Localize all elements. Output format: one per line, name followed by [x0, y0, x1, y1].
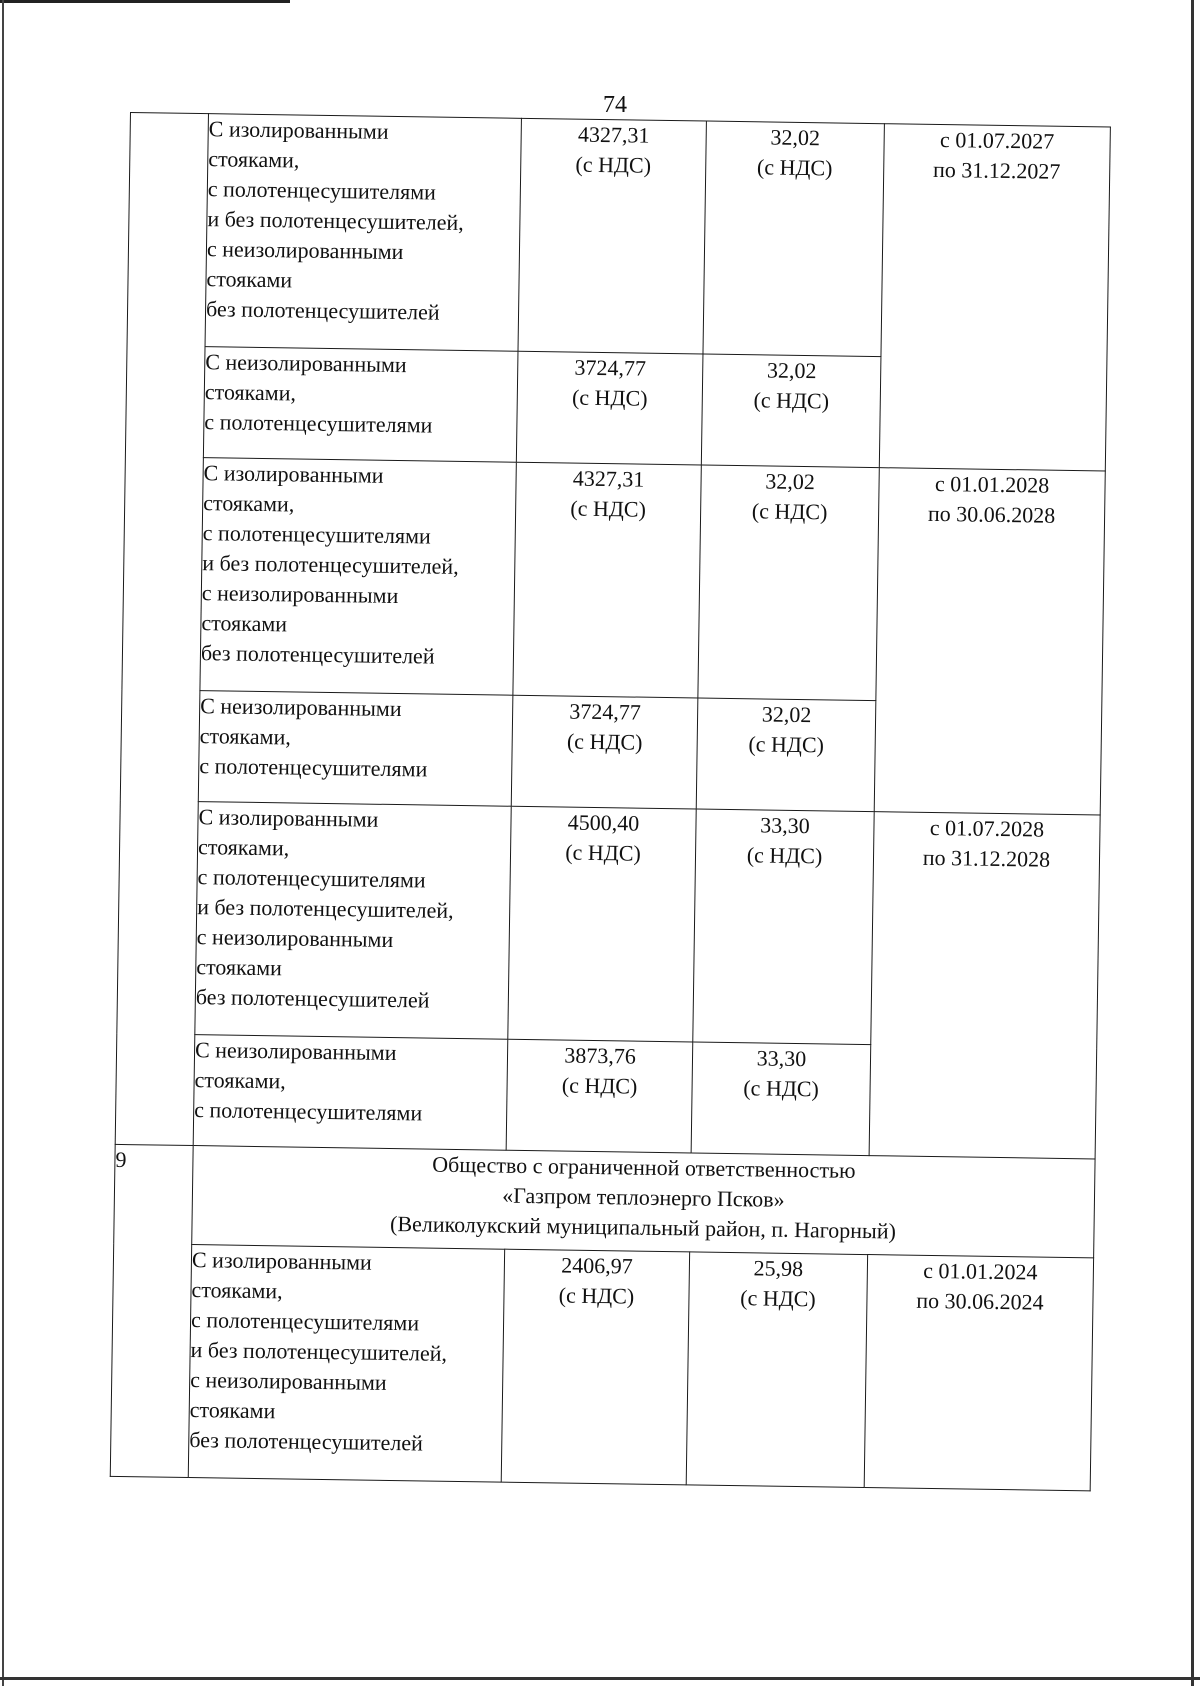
condition-line: с полотенцесушителями	[194, 1097, 423, 1126]
condition-line: С изолированными	[208, 116, 389, 144]
period-line: с 01.07.2028	[929, 814, 1045, 842]
period-line: по 30.06.2024	[916, 1287, 1044, 1315]
norm-value: (с НДС)	[751, 498, 828, 525]
condition-cell	[203, 347, 518, 463]
norm-cell	[703, 121, 884, 357]
price-cell	[511, 695, 698, 809]
condition-cell	[188, 1245, 504, 1483]
period-cell	[879, 124, 1110, 471]
condition-line: с полотенцесушителями	[199, 753, 428, 782]
scan-edge-top	[0, 0, 290, 3]
page-number: 74	[603, 92, 627, 118]
condition-cell	[198, 691, 513, 807]
scan-edge-bottom	[0, 1677, 1200, 1680]
condition-line: С неизолированными	[205, 349, 407, 378]
table-row	[127, 113, 1110, 361]
condition-line: С неизолированными	[194, 1037, 397, 1066]
condition-line: с полотенцесушителями	[202, 520, 431, 549]
price-value: (с НДС)	[565, 839, 641, 866]
organization-line: (Великолукский муниципальный район, п. Нагорный)	[389, 1210, 897, 1244]
period-cell	[864, 1255, 1093, 1491]
condition-line: стояками,	[199, 723, 292, 750]
condition-line: стояками,	[204, 379, 297, 406]
condition-line: и без полотенцесушителей,	[197, 894, 454, 923]
norm-value: 32,02	[766, 357, 817, 384]
condition-line: С неизолированными	[200, 693, 402, 722]
price-value: 3724,77	[574, 354, 647, 381]
condition-cell	[193, 1035, 508, 1151]
condition-line: стояками	[201, 610, 288, 637]
norm-value: 33,30	[760, 812, 810, 839]
norm-cell	[701, 354, 881, 468]
price-value: 4327,31	[572, 465, 645, 492]
table-row	[117, 800, 1100, 1048]
condition-line: с полотенцесушителями	[204, 409, 433, 438]
price-value: 3724,77	[569, 698, 642, 725]
norm-value: 32,02	[770, 124, 821, 151]
price-value: (с НДС)	[570, 495, 647, 522]
price-value: 4500,40	[567, 809, 640, 836]
price-cell	[506, 1039, 693, 1153]
scan-edge-left	[2, 0, 4, 1686]
period-cell	[869, 812, 1100, 1159]
condition-cell	[205, 114, 521, 352]
document-sheet	[110, 112, 1110, 1491]
price-cell	[508, 806, 696, 1042]
period-line: по 30.06.2028	[927, 500, 1056, 528]
norm-value: (с НДС)	[743, 1075, 820, 1102]
norm-value: 25,98	[753, 1255, 804, 1282]
norm-cell	[698, 465, 879, 701]
condition-line: с неизолированными	[196, 924, 394, 952]
scan-edge-right	[1191, 0, 1194, 1686]
table-row	[122, 456, 1105, 704]
condition-line: с неизолированными	[201, 580, 399, 609]
condition-line: С изолированными	[198, 804, 379, 832]
condition-line: и без полотенцесушителей,	[202, 550, 459, 579]
row-number: 9	[115, 1146, 127, 1173]
condition-line: стояками,	[197, 834, 290, 861]
organization-row	[114, 1144, 1095, 1258]
condition-line: без полотенцесушителей	[189, 1427, 424, 1456]
tariff-table	[110, 112, 1111, 1491]
condition-line: с полотенцесушителями	[190, 1307, 420, 1336]
norm-value: 32,02	[765, 468, 816, 495]
condition-line: С изолированными	[191, 1247, 373, 1275]
price-value: (с НДС)	[558, 1282, 635, 1309]
price-value: 3873,76	[564, 1042, 636, 1069]
condition-cell	[200, 458, 516, 696]
norm-value: (с НДС)	[753, 387, 830, 414]
condition-line: и без полотенцесушителей,	[207, 206, 464, 235]
tariff-table-body	[110, 113, 1110, 1491]
price-value: 2406,97	[561, 1252, 633, 1279]
norm-cell	[693, 809, 874, 1045]
price-cell	[513, 462, 701, 698]
condition-line: стояками,	[203, 490, 295, 517]
period-line: с 01.01.2028	[934, 470, 1050, 498]
norm-value: (с НДС)	[740, 1285, 816, 1312]
organization-line: Общество с ограниченной ответственностью	[432, 1151, 856, 1183]
price-cell	[501, 1249, 689, 1485]
condition-line: стояками,	[208, 146, 300, 173]
period-line: по 31.12.2028	[922, 844, 1051, 872]
price-value: (с НДС)	[561, 1072, 638, 1099]
norm-cell	[686, 1252, 867, 1488]
condition-line: и без полотенцесушителей,	[190, 1337, 448, 1366]
norm-value: 33,30	[756, 1045, 807, 1072]
condition-line: стояками	[189, 1397, 276, 1424]
organization-line: «Газпром теплоэнерго Псков»	[502, 1182, 785, 1212]
period-cell	[874, 468, 1105, 815]
norm-value: (с НДС)	[748, 731, 825, 758]
price-value: (с НДС)	[575, 151, 652, 178]
price-cell	[518, 118, 706, 354]
condition-line: с неизолированными	[206, 236, 404, 265]
price-cell	[516, 351, 703, 465]
norm-cell	[696, 698, 876, 812]
price-value: (с НДС)	[566, 728, 643, 755]
condition-line: С изолированными	[203, 460, 384, 488]
condition-line: стояками,	[191, 1277, 283, 1304]
table-row	[110, 1243, 1093, 1491]
condition-line: без полотенцесушителей	[200, 640, 435, 669]
organization-name-cell	[192, 1146, 1095, 1258]
condition-line: без полотенцесушителей	[195, 984, 430, 1013]
norm-value: (с НДС)	[746, 842, 823, 869]
norm-value: (с НДС)	[756, 154, 833, 181]
condition-line: без полотенцесушителей	[205, 296, 440, 325]
price-value: 4327,31	[577, 121, 650, 148]
period-line: по 31.12.2027	[932, 156, 1061, 184]
condition-line: с полотенцесушителями	[197, 864, 426, 893]
norm-cell	[691, 1042, 871, 1156]
price-value: (с НДС)	[571, 384, 648, 411]
period-line: с 01.01.2024	[923, 1257, 1038, 1285]
norm-value: 32,02	[761, 701, 812, 728]
condition-line: стояками	[206, 266, 293, 293]
condition-line: стояками	[196, 954, 283, 981]
row-number-cell	[110, 1144, 193, 1477]
condition-line: с неизолированными	[190, 1367, 387, 1395]
condition-line: с полотенцесушителями	[207, 176, 437, 205]
period-line: с 01.07.2027	[939, 127, 1055, 154]
condition-line: стояками,	[194, 1067, 286, 1094]
condition-cell	[195, 802, 511, 1040]
